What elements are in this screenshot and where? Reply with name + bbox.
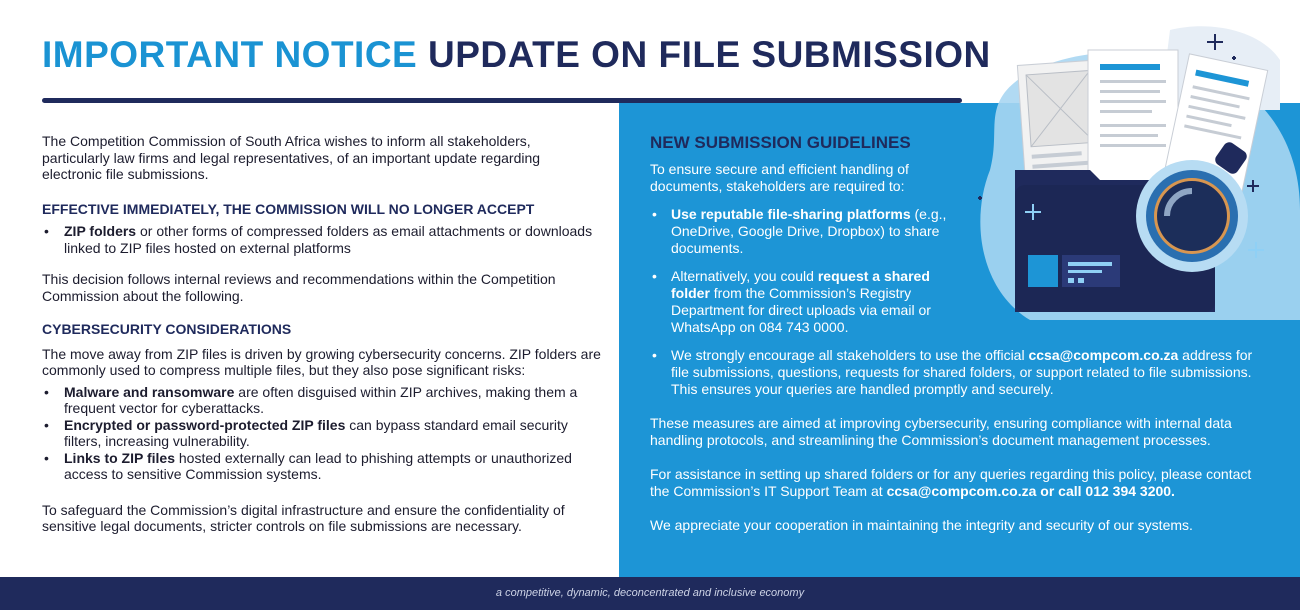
list-item [42,223,602,256]
list-item [42,450,602,483]
list-item [650,347,1260,398]
risk-bold: Malware and ransomware [64,383,235,400]
left-column [42,133,602,535]
page-title [42,34,991,76]
risks-list [42,384,602,483]
guideline-bold: request a shared folder [671,268,930,301]
list-item [42,384,602,417]
measures-paragraph: These measures are aimed at improving cybersecurity, ensuring compliance with internal data handling protocols, and streamlining the Commission’s document management processes. [650,415,1232,448]
guideline-bold: Use reputable file-sharing platforms [671,206,911,222]
decision-paragraph: This decision follows internal reviews and recommendations within the Competition Commission about the following. [42,271,556,304]
footer-tagline: a competitive, dynamic, deconcentrated and inclusive economy [0,577,1300,610]
risk-text: can bypass standard email security filters, increasing vulnerability. [64,416,568,449]
title-highlight: IMPORTANT NOTICE [42,34,418,75]
guidelines-heading: NEW SUBMISSION GUIDELINES [650,133,911,152]
guidelines-intro: To ensure secure and efficient handling of documents, stakeholders are required to: [650,161,909,194]
guideline-text: Alternatively, you could [671,268,818,284]
guidelines-list [650,206,1260,398]
guideline-text: address for file submissions, questions, requests for shared folders, or support related to file submissions. This ensures your queries are handled promptly and securely. [671,347,1253,397]
guideline-text: from the Commission’s Registry Department for direct uploads via email or WhatsApp on 084 743 0000. [671,285,931,335]
assistance-text: For assistance in setting up shared folders or for any queries regarding this policy, please contact the Commission’s IT Support Team at [650,466,1252,499]
risk-bold: Links to ZIP files [64,449,175,466]
risk-bold: Encrypted or password-protected ZIP files [64,416,346,433]
intro-paragraph: The Competition Commission of South Africa wishes to inform all stakeholders, particularly law firms and legal representatives, of an important update regarding electronic file submissions. [42,133,541,182]
cyber-intro: The move away from ZIP files is driven by growing cybersecurity concerns. ZIP folders are commonly used to compress multiple files, but they also pose significant risks: [42,345,601,378]
risk-text: hosted externally can lead to phishing attempts or unauthorized access to sensitive Commission systems. [64,449,572,482]
cyber-heading: CYBERSECURITY CONSIDERATIONS [42,321,292,337]
conclusion-paragraph: To safeguard the Commission’s digital infrastructure and ensure the confidentiality of sensitive legal documents, stricter controls on file submissions are necessary. [42,501,565,534]
list-item [650,206,960,257]
email-link[interactable]: ccsa@compcom.co.za [1028,347,1179,363]
effective-heading: EFFECTIVE IMMEDIATELY, THE COMMISSION WILL NO LONGER ACCEPT [42,200,535,217]
zip-item-bold: ZIP folders [64,223,137,239]
contact-details[interactable]: ccsa@compcom.co.za or call 012 394 3200. [886,483,1175,499]
appreciation-paragraph: We appreciate your cooperation in maintaining the integrity and security of our systems. [650,517,1193,533]
list-item [650,268,960,336]
risk-text: are often disguised within ZIP archives, making them a frequent vector for cyberattacks. [64,383,578,416]
assistance-paragraph [650,466,1260,500]
zip-item-text: or other forms of compressed folders as email attachments or downloads linked to ZIP files hosted on external platforms [64,223,593,256]
guideline-text: (e.g., OneDrive, Google Drive, Dropbox) to share documents. [671,206,947,256]
right-column [650,133,1260,534]
title-main: UPDATE ON FILE SUBMISSION [428,34,991,75]
list-item [42,417,602,450]
no-longer-accept-list [42,223,602,256]
guideline-text: We strongly encourage all stakeholders to use the official [671,347,1029,363]
